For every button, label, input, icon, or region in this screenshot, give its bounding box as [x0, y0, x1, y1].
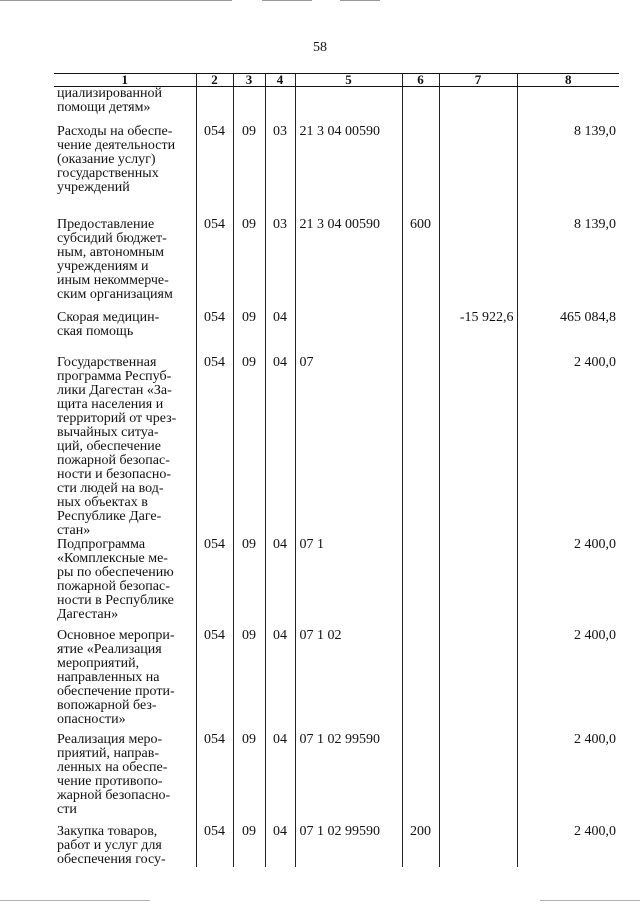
section-code-cell: 09 [233, 218, 265, 311]
row-name-line: направленных на [57, 669, 160, 685]
change-amount-cell: -15 922,6 [439, 311, 517, 356]
change-amount-cell [439, 218, 517, 311]
scan-edge-line [262, 0, 312, 1]
row-name-line: ская помощь [57, 323, 134, 339]
department-code-cell: 054 [196, 356, 233, 538]
target-article-cell: 21 3 04 00590 [295, 125, 402, 218]
target-article-cell: 21 3 04 00590 [295, 218, 402, 311]
row-name-line: учреждениям и [57, 258, 149, 274]
row-name-line: ций, обеспечение [57, 438, 162, 454]
row-name-cell [54, 311, 196, 356]
row-name-line: вопожарной без- [57, 697, 157, 713]
table-row [54, 538, 619, 629]
section-code-cell: 09 [233, 825, 265, 867]
row-name-line: ных объектах в [57, 494, 148, 510]
change-amount-cell [439, 87, 517, 125]
row-name-line: ятие «Реализация [57, 641, 162, 657]
section-code-cell: 09 [233, 311, 265, 356]
expense-type-cell [402, 356, 439, 538]
target-article-cell: 07 [295, 356, 402, 538]
column-header: 8 [517, 74, 619, 87]
row-name-line: сти людей на вод- [57, 480, 164, 496]
table-header-row [54, 74, 619, 87]
row-name-line: Реализация меро- [57, 731, 163, 747]
row-name-line: иным некоммерче- [57, 272, 169, 288]
column-header: 1 [54, 74, 196, 87]
subsection-code-cell: 04 [265, 538, 295, 629]
section-code-cell: 09 [233, 125, 265, 218]
column-header: 3 [233, 74, 265, 87]
subsection-code-cell: 04 [265, 311, 295, 356]
row-name-line: Подпрограмма [57, 536, 146, 552]
subsection-code-cell: 04 [265, 356, 295, 538]
row-name-cell [54, 125, 196, 218]
section-code-cell: 09 [233, 733, 265, 825]
table-row [54, 125, 619, 218]
section-code-cell [233, 87, 265, 125]
row-name-cell [54, 629, 196, 733]
scan-edge-line [0, 0, 232, 1]
row-name-line: «Комплексные ме- [57, 550, 168, 566]
row-name-cell [54, 87, 196, 125]
row-name-line: приятий, направ- [57, 745, 160, 761]
target-article-cell [295, 311, 402, 356]
row-name-line: работ и услуг для [57, 837, 162, 853]
target-article-cell: 07 1 02 99590 [295, 733, 402, 825]
department-code-cell [196, 87, 233, 125]
row-name-line: пожарной безопас- [57, 578, 170, 594]
subsection-code-cell: 03 [265, 218, 295, 311]
row-name-line: мероприятий, [57, 655, 140, 671]
row-name-cell [54, 218, 196, 311]
row-name-line: опасности» [57, 711, 126, 727]
scan-edge-line [540, 900, 640, 901]
subsection-code-cell: 04 [265, 733, 295, 825]
row-name-line: государственных [57, 165, 159, 181]
change-amount-cell [439, 629, 517, 733]
section-code-cell: 09 [233, 356, 265, 538]
row-name-line: сти [57, 801, 77, 817]
section-code-cell: 09 [233, 629, 265, 733]
total-amount-cell: 2 400,0 [517, 825, 619, 867]
row-name-line: циализированной [57, 86, 162, 101]
row-name-line: лики Дагестан «За- [57, 382, 172, 398]
expense-type-cell: 200 [402, 825, 439, 867]
target-article-cell: 07 1 02 99590 [295, 825, 402, 867]
total-amount-cell: 2 400,0 [517, 629, 619, 733]
row-name-line: Расходы на обеспе- [57, 123, 173, 139]
row-name-line: Скорая медицин- [57, 309, 160, 325]
scan-top-edge [0, 0, 640, 2]
row-name-line: Предоставление [57, 216, 155, 232]
row-name-line: (оказание услуг) [57, 151, 156, 167]
expense-type-cell [402, 538, 439, 629]
row-name-line: ности в Республике [57, 592, 174, 608]
target-article-cell: 07 1 02 [295, 629, 402, 733]
change-amount-cell [439, 356, 517, 538]
row-name-cell [54, 538, 196, 629]
subsection-code-cell: 04 [265, 629, 295, 733]
row-name-line: вычайных ситуа- [57, 424, 159, 440]
row-name-line: Дагестан» [57, 606, 119, 622]
department-code-cell: 054 [196, 825, 233, 867]
table-body [54, 87, 619, 867]
expense-type-cell [402, 733, 439, 825]
row-name-cell [54, 825, 196, 867]
expense-type-cell: 600 [402, 218, 439, 311]
row-name-line: чение противопо- [57, 773, 163, 789]
total-amount-cell: 2 400,0 [517, 538, 619, 629]
page-number: 58 [313, 40, 327, 55]
row-name-line: ным, автономным [57, 244, 165, 260]
scan-edge-line [340, 0, 380, 1]
row-name-line: Основное меропри- [57, 627, 175, 643]
table-row [54, 733, 619, 825]
row-name-line: помощи детям» [57, 100, 151, 115]
department-code-cell: 054 [196, 733, 233, 825]
row-name-line: обеспечения госу- [57, 851, 166, 867]
change-amount-cell [439, 538, 517, 629]
department-code-cell: 054 [196, 629, 233, 733]
column-header: 5 [295, 74, 402, 87]
row-name-line: Республике Даге- [57, 508, 162, 524]
row-name-line: чение деятельности [57, 137, 176, 153]
change-amount-cell [439, 733, 517, 825]
expense-type-cell [402, 311, 439, 356]
row-name-cell [54, 356, 196, 538]
total-amount-cell [517, 87, 619, 125]
department-code-cell: 054 [196, 538, 233, 629]
row-name-line: учреждений [57, 179, 130, 195]
row-name-line: Государственная [57, 354, 157, 370]
table-row [54, 218, 619, 311]
row-name-line: программа Респуб- [57, 368, 172, 384]
table-row [54, 356, 619, 538]
row-name-line: стан» [57, 522, 91, 538]
row-name-line: пожарной безопас- [57, 452, 170, 468]
total-amount-cell: 8 139,0 [517, 218, 619, 311]
row-name-line: ности и безопасно- [57, 466, 172, 482]
column-header: 4 [265, 74, 295, 87]
row-name-line: Закупка товаров, [57, 823, 158, 839]
subsection-code-cell: 03 [265, 125, 295, 218]
subsection-code-cell [265, 87, 295, 125]
column-header: 2 [196, 74, 233, 87]
department-code-cell: 054 [196, 311, 233, 356]
total-amount-cell: 2 400,0 [517, 356, 619, 538]
column-header: 7 [439, 74, 517, 87]
row-name-line: ры по обеспечению [57, 564, 174, 580]
expense-type-cell [402, 125, 439, 218]
total-amount-cell: 465 084,8 [517, 311, 619, 356]
row-name-line: территорий от чрез- [57, 410, 177, 426]
row-name-line: ленных на обеспе- [57, 759, 168, 775]
column-header: 6 [402, 74, 439, 87]
section-code-cell: 09 [233, 538, 265, 629]
row-name-cell [54, 733, 196, 825]
scan-bottom-edge [0, 900, 640, 902]
target-article-cell: 07 1 [295, 538, 402, 629]
row-name-line: щита населения и [57, 396, 164, 412]
table-row [54, 825, 619, 867]
row-name-line: ским организациям [57, 286, 173, 302]
table-row [54, 629, 619, 733]
row-name-line: субсидий бюджет- [57, 230, 167, 246]
department-code-cell: 054 [196, 218, 233, 311]
expense-type-cell [402, 629, 439, 733]
table-row [54, 87, 619, 125]
change-amount-cell [439, 825, 517, 867]
scan-edge-line [0, 900, 150, 901]
row-name-line: обеспечение проти- [57, 683, 175, 699]
expense-type-cell [402, 87, 439, 125]
total-amount-cell: 8 139,0 [517, 125, 619, 218]
table-row [54, 311, 619, 356]
department-code-cell: 054 [196, 125, 233, 218]
row-name-line: жарной безопасно- [57, 787, 171, 803]
budget-table [54, 73, 619, 867]
total-amount-cell: 2 400,0 [517, 733, 619, 825]
target-article-cell [295, 87, 402, 125]
subsection-code-cell: 04 [265, 825, 295, 867]
change-amount-cell [439, 125, 517, 218]
